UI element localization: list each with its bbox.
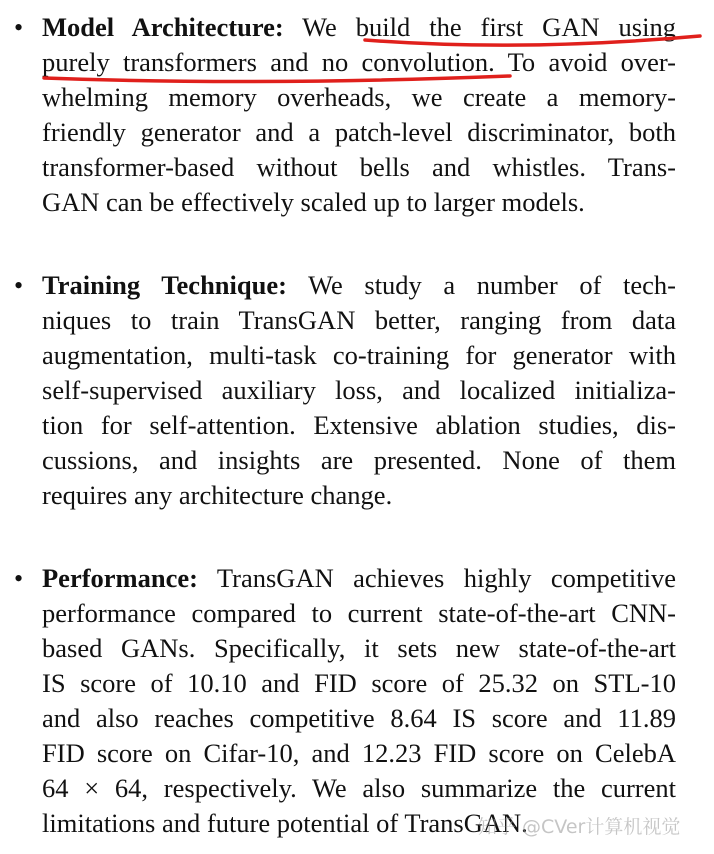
text-line: limitations and future potential of TransGAN. xyxy=(42,808,528,838)
bullet-label: Training Technique: xyxy=(42,270,287,300)
text-line: performance compared to current state-of-the-art CNN- xyxy=(42,598,676,628)
text-line: requires any architecture change. xyxy=(42,480,393,510)
text-line: friendly generator and a patch-level discriminator, both xyxy=(42,117,676,147)
bullet-performance xyxy=(14,561,676,841)
text-line: cussions, and insights are presented. None of them xyxy=(42,445,676,475)
bullet-marker: • xyxy=(14,13,24,42)
text-line: GAN can be effectively scaled up to larger models. xyxy=(42,187,585,217)
text-line: transformer-based without bells and whistles. Trans- xyxy=(42,152,676,182)
text-line: purely transformers and no convolution. To avoid over- xyxy=(42,47,676,77)
bullet-label: Model Architecture: xyxy=(42,12,284,42)
text-line: based GANs. Specifically, it sets new state-of-the-art xyxy=(42,633,676,663)
bullet-model-architecture xyxy=(14,10,676,220)
text-line: niques to train TransGAN better, ranging from data xyxy=(42,305,676,335)
bullet-marker: • xyxy=(14,564,24,593)
text-line: whelming memory overheads, we create a memory- xyxy=(42,82,676,112)
text-line: augmentation, multi-task co-training for generator with xyxy=(42,340,676,370)
watermark: 知乎 @CVer计算机视觉 xyxy=(478,816,681,838)
text-line: TransGAN achieves highly competitive xyxy=(197,563,676,593)
text-line: 64 × 64, respectively. We also summarize the current xyxy=(42,773,676,803)
text-line: and also reaches competitive 8.64 IS score and 11.89 xyxy=(42,703,676,733)
text-line: IS score of 10.10 and FID score of 25.32 on STL-10 xyxy=(42,668,676,698)
bullet-label: Performance: xyxy=(42,563,198,593)
text-line: We build the first GAN using xyxy=(283,12,676,42)
text-line: FID score on Cifar-10, and 12.23 FID score on CelebA xyxy=(42,738,676,768)
bullet-marker: • xyxy=(14,271,24,300)
text-line: self-supervised auxiliary loss, and localized initializa- xyxy=(42,375,676,405)
text-line: tion for self-attention. Extensive ablation studies, dis- xyxy=(42,410,676,440)
bullet-training-technique xyxy=(14,268,676,513)
text-line: We study a number of tech- xyxy=(286,270,676,300)
